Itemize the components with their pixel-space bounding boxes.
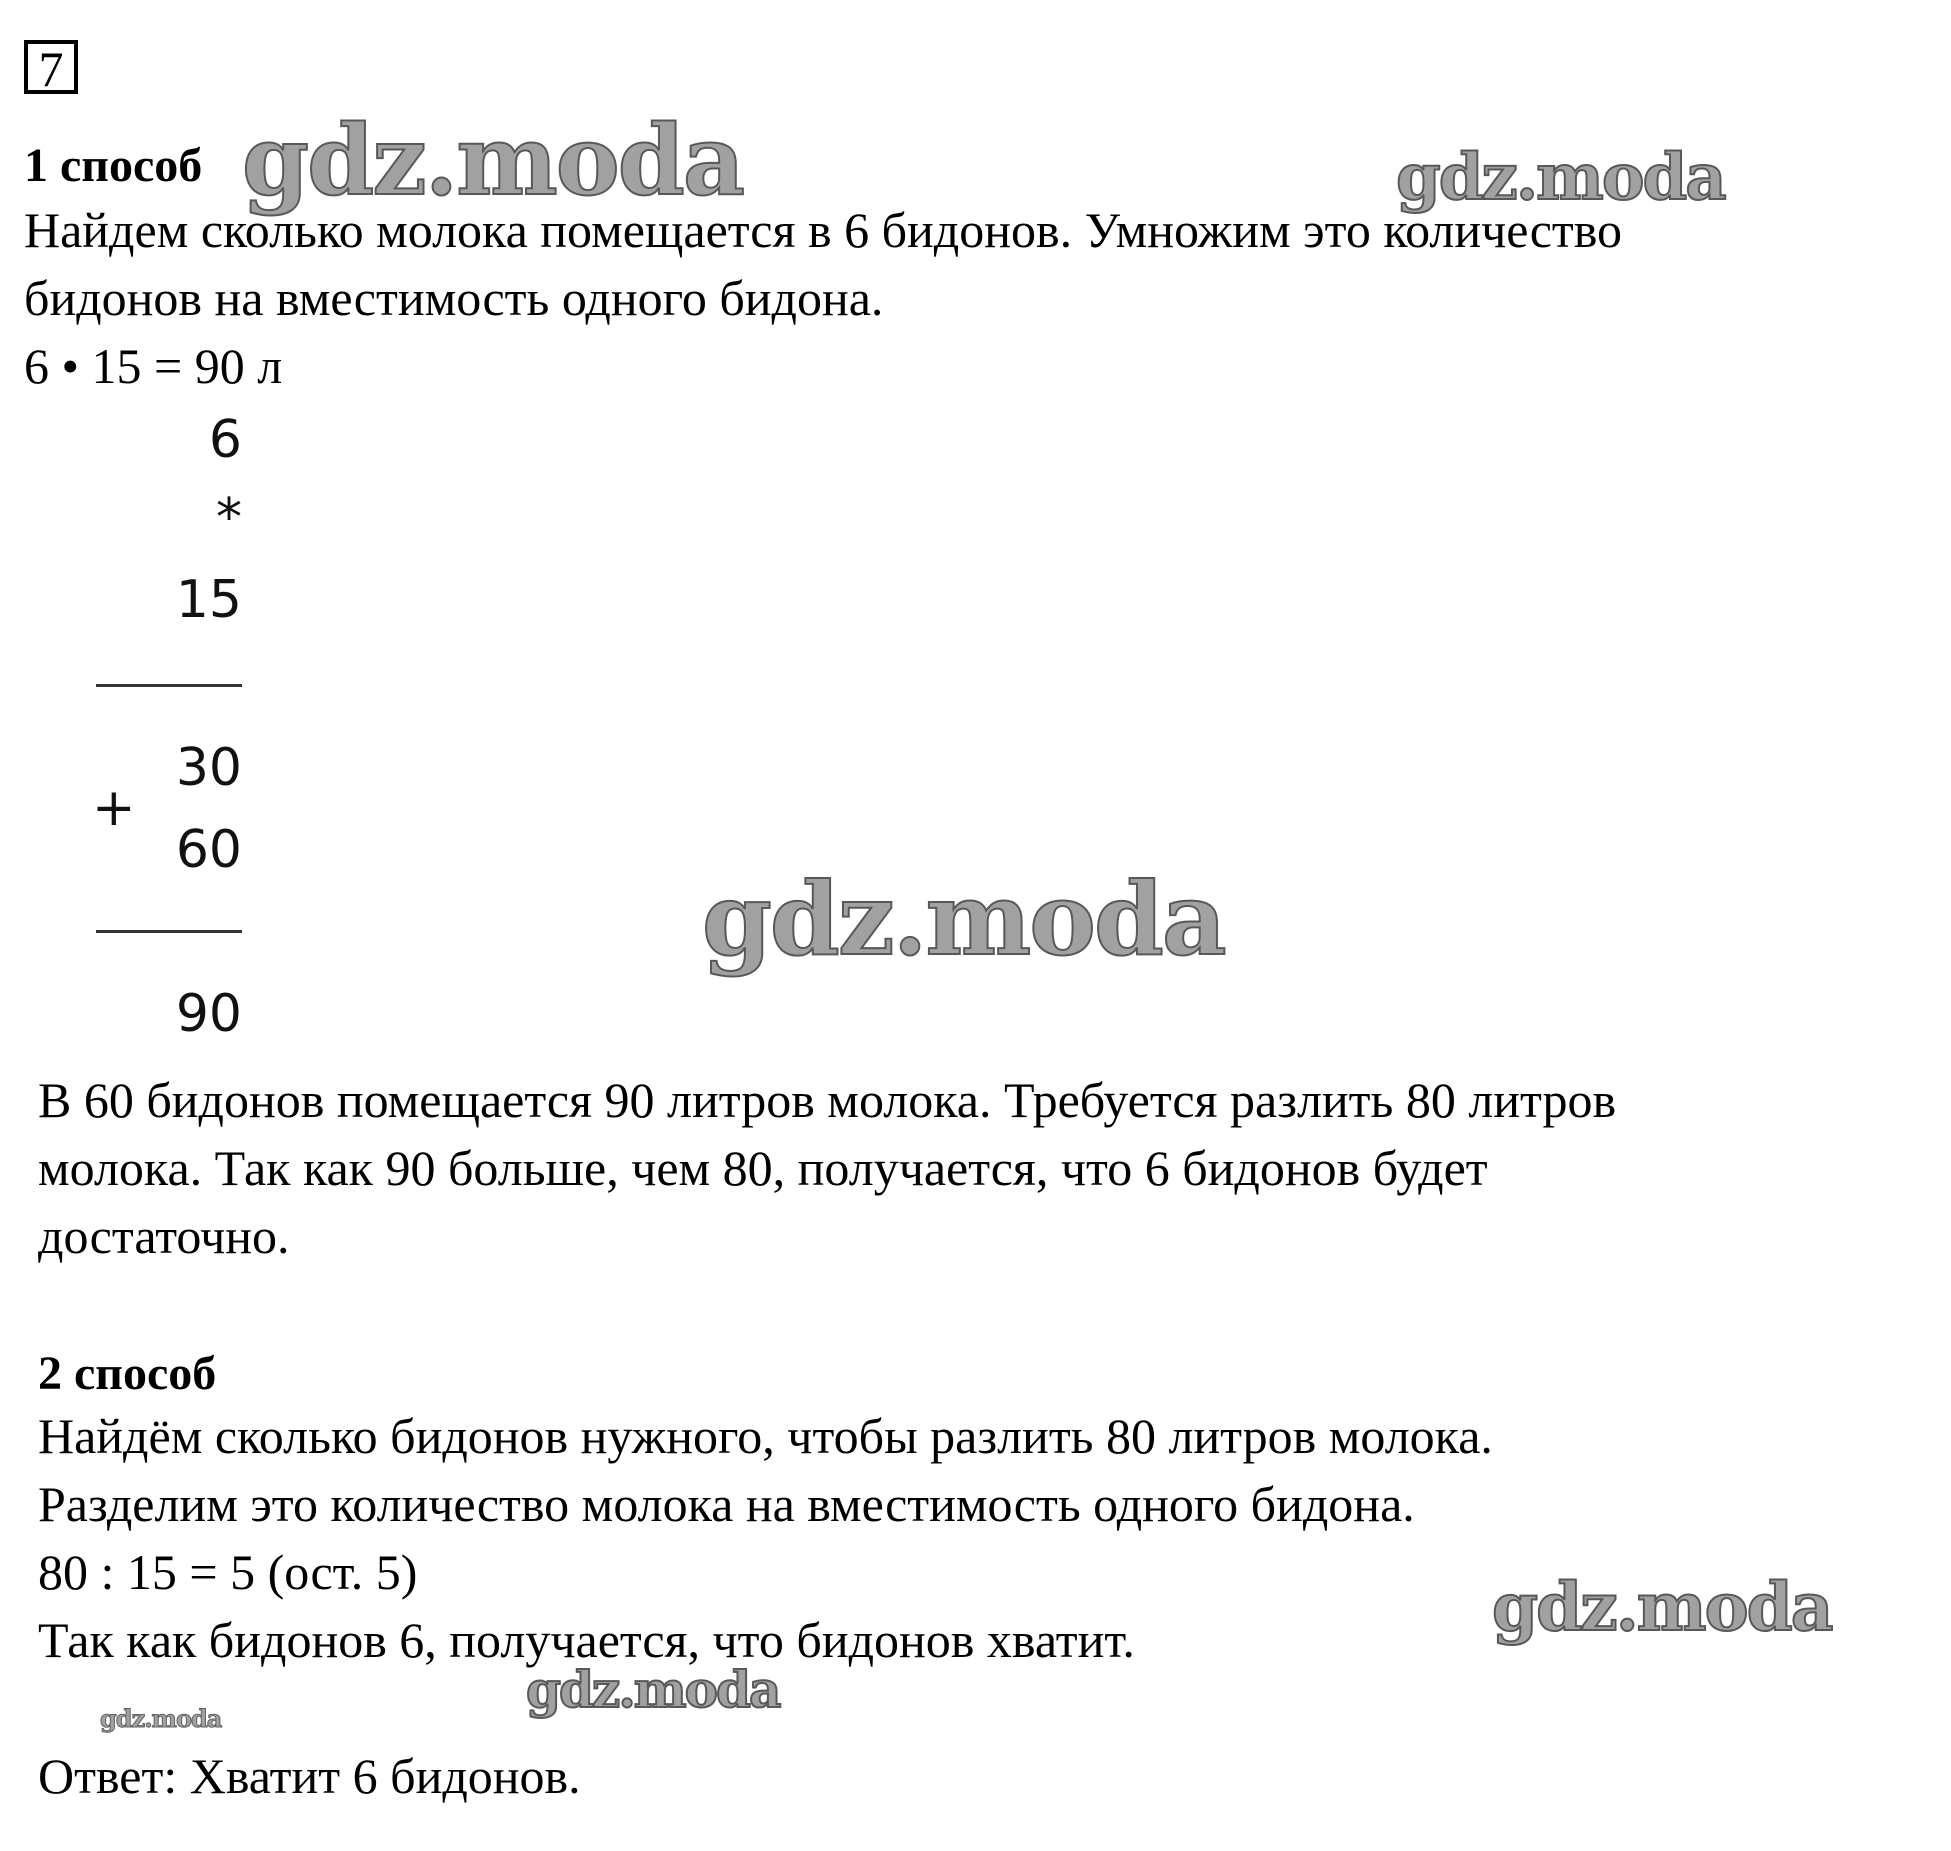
column-partial-product-1: 30 [175,738,242,798]
column-multiply-sign: * [216,488,242,548]
answer-text: Ответ: Хватит 6 бидонов. [38,1748,581,1804]
method1-heading: 1 способ [24,139,203,192]
method1-text-line2: бидонов на вместимость одного бидона. [24,270,884,326]
method1-text-line1: Найдем сколько молока помещается в 6 бидонов. Умножим это количество [24,202,1623,258]
method2-heading: 2 способ [38,1347,217,1400]
method2-conclusion: Так как бидонов 6, получается, что бидонов хватит. [38,1612,1135,1668]
method1-conclusion-line2: молока. Так как 90 больше, чем 80, получается, что 6 бидонов будет [38,1140,1488,1196]
column-divider-line [96,930,242,933]
watermark-logo: gdz.moda [1492,1568,1832,1646]
column-plus-sign: + [92,778,136,838]
watermark-logo: gdz.moda [242,104,744,217]
task-number-box: 7 [24,40,78,94]
column-top-number: 6 [208,410,242,470]
method2-equation: 80 : 15 = 5 (ост. 5) [38,1544,418,1600]
watermark-logo: gdz.moda [1396,140,1725,215]
method2-text-line1: Найдём сколько бидонов нужного, чтобы разлить 80 литров молока. [38,1408,1493,1464]
column-result: 90 [175,984,242,1044]
method2-text-line2: Разделим это количество молока на вместимость одного бидона. [38,1476,1415,1532]
method1-equation: 6 • 15 = 90 л [24,338,283,394]
method1-conclusion-line1: В 60 бидонов помещается 90 литров молока. Требуется разлить 80 литров [38,1072,1617,1128]
watermark-logo: gdz.moda [702,860,1225,978]
column-partial-product-2: 60 [175,820,242,880]
column-divider-line [96,684,242,687]
watermark-logo: gdz.moda [100,1704,222,1733]
column-multiplier: 15 [175,570,242,630]
method1-conclusion-line3: достаточно. [38,1208,290,1264]
watermark-logo: gdz.moda [526,1660,780,1719]
